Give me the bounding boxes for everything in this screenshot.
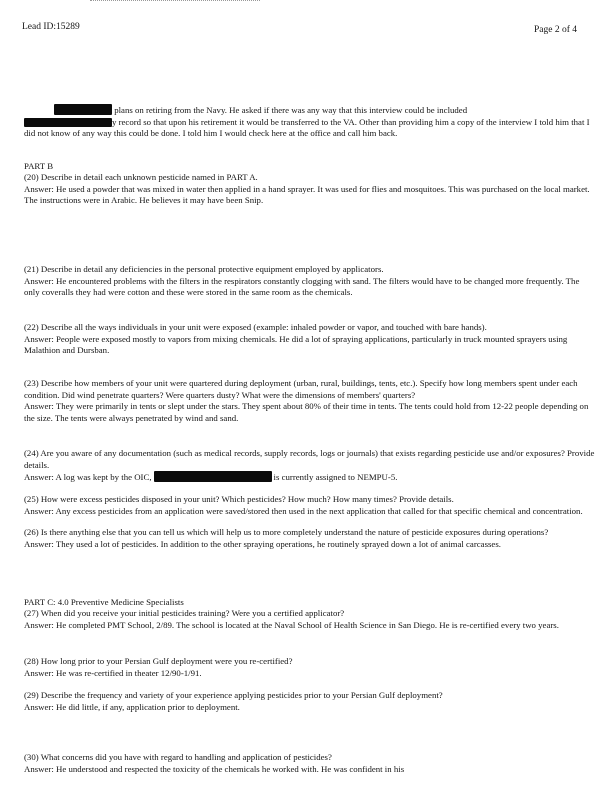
q30: (30) What concerns did you have with regard to handling and application of pesticides? [24,752,332,762]
q21-block [24,264,596,299]
scan-edge-mark [90,0,260,1]
q23: (23) Describe how members of your unit were quartered during deployment (urban, rural, buildings, tents, etc.). Specify how long members spent under each condition. Did wind penetrate quarters? Were quarters dusty? What were the dimensions of members' quarters? [24,378,578,400]
a30: Answer: He understood and respected the toxicity of the chemicals he worked with. He was confident in his [24,763,405,774]
a23: Answer: They were primarily in tents or slept under the stars. They spent about 80% of their time in tents. The tents could hold from 12-22 people depending on the size. The tents were always penetrated by wind and sand. [24,401,589,423]
q27: (27) When did you receive your initial pesticides training? Were you a certified applicator? [24,608,345,618]
q22: (22) Describe all the ways individuals in your unit were exposed (example: inhaled powder or vapor, and touched with bare hands). [24,322,487,332]
lead-id: Lead ID:15289 [22,22,80,32]
q22-block [24,322,596,357]
q20-block [24,172,596,207]
a29: Answer: He did little, if any, application prior to deployment. [24,701,240,712]
redaction-block [54,104,112,115]
a24-text-2: is currently assigned to NEMPU-5. [273,472,398,482]
q28-block [24,656,596,679]
part-c-heading: PART C: 4.0 Preventive Medicine Specialists [24,597,184,607]
q29: (29) Describe the frequency and variety of your experience applying pesticides prior to your Persian Gulf deployment? [24,690,443,700]
redaction-block [154,471,272,482]
a24-text-1: Answer: A log was kept by the OIC, [24,472,152,482]
a26: Answer: They used a lot of pesticides. In addition to the other spraying operations, he routinely sprayed down a lot of animal carcasses. [24,538,501,549]
q26-block [24,527,596,550]
q24-block [24,448,596,484]
q23-block [24,378,596,424]
a22: Answer: People were exposed mostly to vapors from mixing chemicals. He did a lot of spraying applications, particularly in truck mounted sprayers using Malathion and Dursban. [24,333,568,355]
q27-block [24,608,596,631]
q20: (20) Describe in detail each unknown pesticide named in PART A. [24,172,258,182]
a27: Answer: He completed PMT School, 2/89. The school is located at the Naval School of Health Science in San Diego. He is re-certified every two years. [24,619,559,630]
q24: (24) Are you aware of any documentation (such as medical records, supply records, logs or journals) that exists regarding pesticide use and/or exposures? Provide details. [24,448,595,470]
q29-block [24,690,596,713]
intro-paragraph [24,104,596,140]
page-number: Page 2 of 4 [533,25,577,35]
q21: (21) Describe in detail any deficiencies in the personal protective equipment employed by applicators. [24,264,384,274]
a25: Answer: Any excess pesticides from an application were saved/stored then used in the next application that called for that specific chemical and concentration. [24,505,583,516]
part-b-heading: PART B [24,161,54,171]
q28: (28) How long prior to your Persian Gulf deployment were you re-certified? [24,656,293,666]
q30-block [24,752,596,775]
intro-text-1: plans on retiring from the Navy. He asked if there was any way that this interview could be included [112,105,468,115]
a28: Answer: He was re-certified in theater 12/90-1/91. [24,667,202,678]
q25: (25) How were excess pesticides disposed in your unit? Which pesticides? How much? How many times? Provide details. [24,494,454,504]
a20: Answer: He used a powder that was mixed in water then applied in a hand sprayer. It was used for flies and mosquitoes. This was purchased on the local market. The instructions were in Arabic. He believes it may have been Snip. [24,183,590,205]
q26: (26) Is there anything else that you can tell us which will help us to more completely understand the nature of pesticide exposures during operations? [24,527,549,537]
a21: Answer: He encountered problems with the filters in the respirators constantly clogging with sand. The filters would have to be changed more frequently. The only coveralls they had were cotton and these were stored in the same room as the chemicals. [24,275,580,297]
q25-block [24,494,596,517]
intro-text-2: y record so that upon his retirement it would be transferred to the VA. Other than providing him a copy of the interview I told him that I did not know of any way this could be done. I told him I would check here at the office and call him back. [24,116,590,138]
redaction-block [24,118,112,127]
